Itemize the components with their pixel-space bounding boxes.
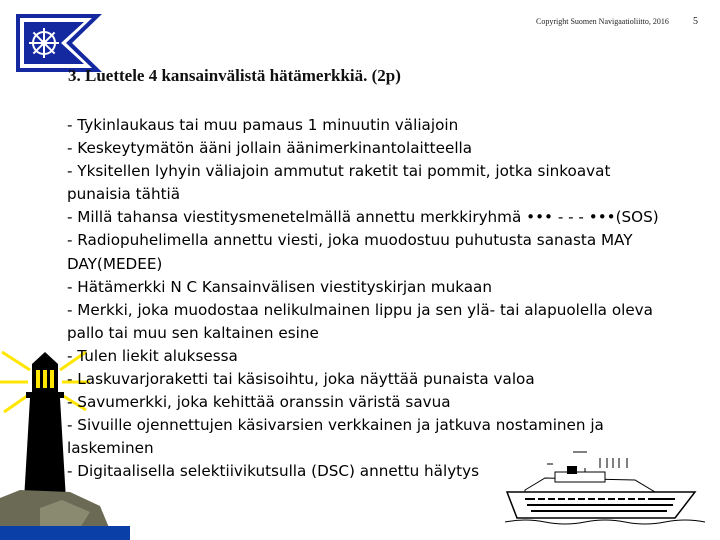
cruise-ship-icon	[505, 448, 710, 530]
list-item: punaisia tähtiä	[67, 185, 181, 204]
list-item: pallo tai muu sen kaltainen esine	[67, 323, 319, 342]
list-item: - Savumerkki, joka kehittää oranssin väristä savua	[67, 393, 451, 412]
list-item: - Laskuvarjoraketti tai käsisoihtu, joka näyttää punaista valoa	[67, 370, 535, 389]
list-item: - Millä tahansa viestitysmenetelmällä annettu merkkiryhmä ••• - - - •••(SOS)	[67, 208, 659, 227]
list-item: - Tulen liekit aluksessa	[67, 346, 238, 365]
pennant-flag-icon	[14, 12, 104, 74]
list-item: - Digitaalisella selektiivikutsulla (DSC) annettu hälytys	[67, 462, 480, 481]
list-item: - Radiopuhelimella annettu viesti, joka muodostuu puhutusta sanasta MAY	[67, 231, 633, 250]
list-item: - Hätämerkki N C Kansainvälisen viestityskirjan mukaan	[67, 277, 492, 296]
list-item: laskeminen	[67, 439, 154, 458]
list-item: - Keskeytymätön ääni jollain äänimerkinantolaitteella	[67, 139, 473, 158]
page-number: 5	[693, 16, 698, 27]
list-item: - Tykinlaukaus tai muu pamaus 1 minuutin väliajoin	[67, 116, 459, 134]
answer-list	[67, 114, 717, 484]
list-item: - Merkki, joka muodostaa nelikulmainen lippu ja sen ylä- tai alapuolella oleva	[67, 300, 653, 319]
list-item: DAY(MEDEE)	[67, 254, 163, 273]
ship-wheel-icon	[29, 28, 59, 58]
question-title: 3. Luettele 4 kansainvälistä hätämerkkiä. (2p)	[68, 66, 401, 85]
list-item: - Yksitellen lyhyin väliajoin ammutut raketit tai pommit, jotka sinkoavat	[67, 162, 611, 181]
copyright-text: Copyright Suomen Navigaatioliitto, 2016	[536, 17, 669, 26]
list-item: - Sivuille ojennettujen käsivarsien verkkainen ja jatkuva nostaminen ja	[67, 416, 604, 435]
